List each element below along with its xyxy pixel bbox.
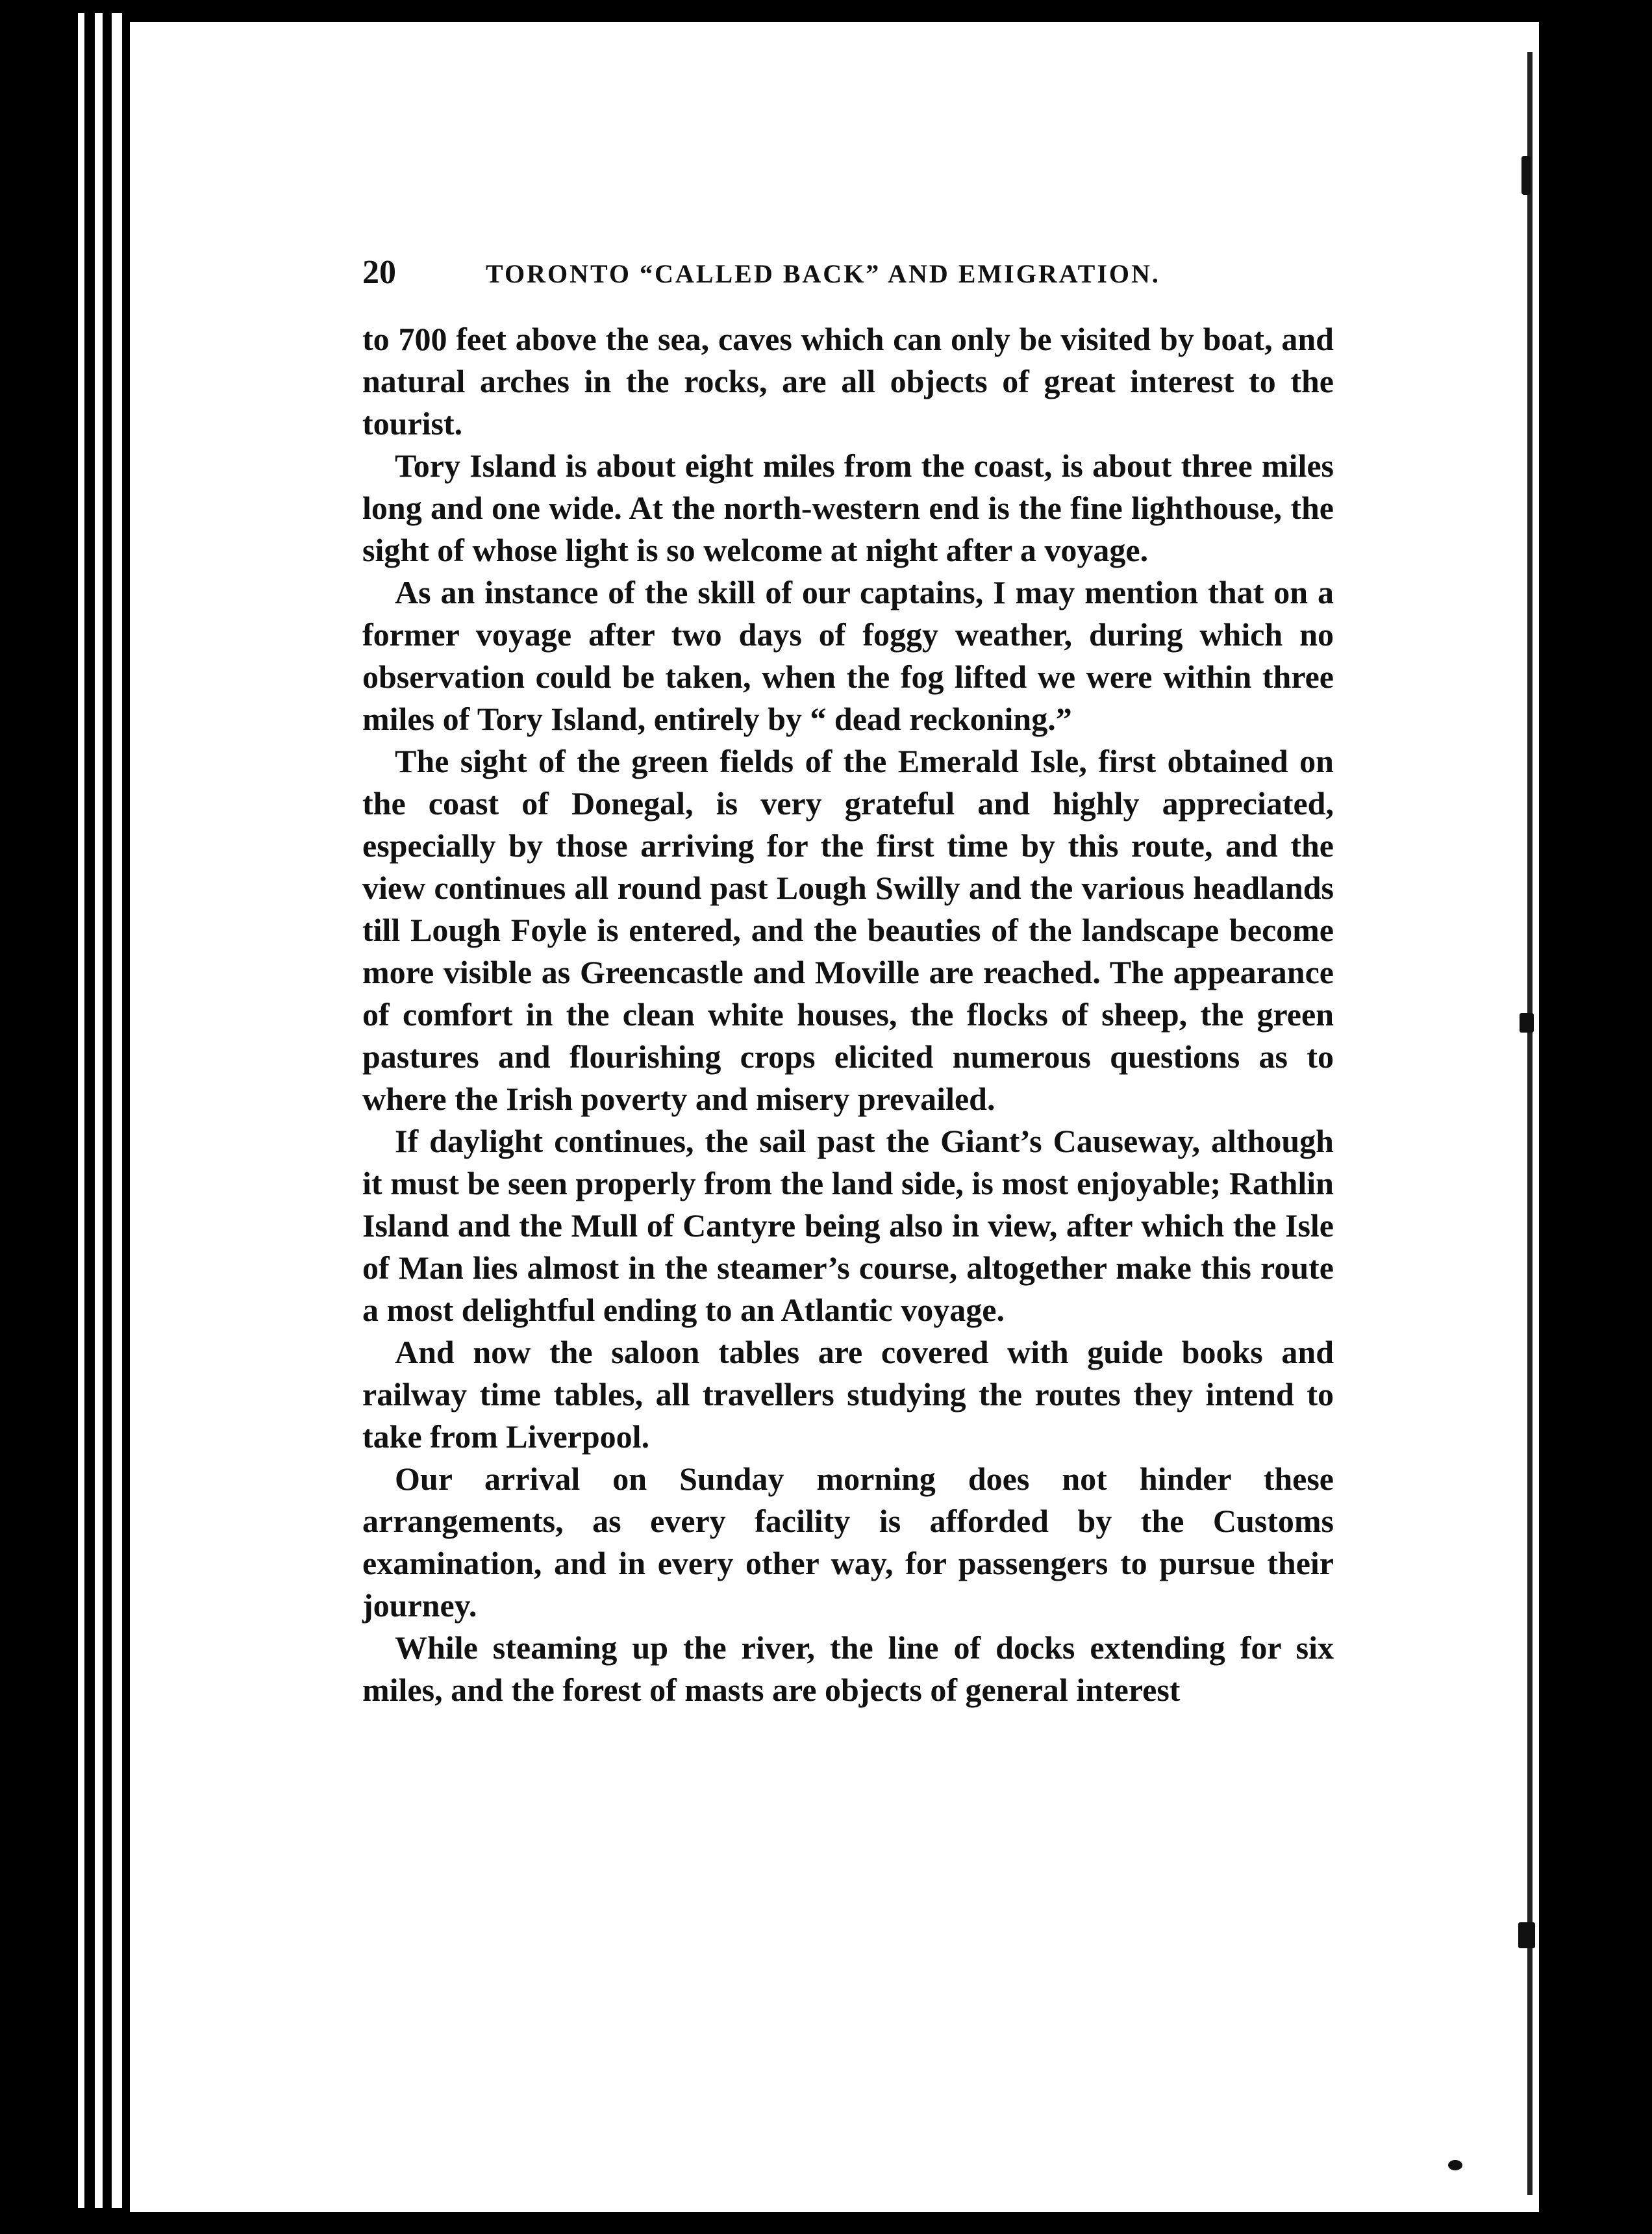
- book-edge-strip: [78, 13, 84, 2208]
- scan-edge-rule: [1527, 52, 1533, 2195]
- scan-mark: [1518, 1922, 1535, 1948]
- paragraph: And now the saloon tables are covered with guide books and railway time tables, all travellers studying the routes they intend to take from Liverpool.: [362, 1334, 1334, 1455]
- scan-mark: [1521, 156, 1531, 195]
- paragraph: Tory Island is about eight miles from the coast, is about three miles long and one wide. At the north-western end is the fine lighthouse, the sight of whose light is so welcome at night after a voyage.: [362, 447, 1334, 568]
- paragraph: Our arrival on Sunday morning does not hinder these arrangements, as every facility is afforded by the Customs examination, and in every other way, for passengers to pursue their journey.: [362, 1461, 1334, 1624]
- body-text: [362, 318, 1334, 1916]
- paragraph: While steaming up the river, the line of docks extending for six miles, and the forest of masts are objects of general interest: [362, 1629, 1334, 1708]
- scan-mark: [1448, 2160, 1462, 2170]
- book-edge-strip: [112, 13, 122, 2208]
- paragraph: As an instance of the skill of our captains, I may mention that on a former voyage after two days of foggy weather, during which no observation could be taken, when the fog lifted we were within three miles of Tory Island, entirely by “ dead reckoning.”: [362, 574, 1334, 737]
- paragraph: to 700 feet above the sea, caves which can only be visited by boat, and natural arches in the rocks, are all objects of great interest to the tourist.: [362, 321, 1334, 442]
- book-edge-strip: [95, 13, 103, 2208]
- page-header: [362, 253, 1207, 292]
- running-head: TORONTO “CALLED BACK” AND EMIGRATION.: [486, 259, 1160, 288]
- paragraph: The sight of the green fields of the Emerald Isle, first obtained on the coast of Donegal, is very grateful and highly appreciated, especially by those arriving for the first time by this route, and the view continues all round past Lough Swilly and the various headlands till Lough Foyle is entered, and the beauties of the landscape become more visible as Greencastle and Moville are reached. The appearance of comfort in the clean white houses, the flocks of sheep, the green pastures and flourishing crops elicited numerous questions as to where the Irish poverty and misery prevailed.: [362, 743, 1334, 1117]
- scan-mark: [1520, 1013, 1534, 1033]
- page-number: 20: [362, 254, 396, 291]
- paragraph: If daylight continues, the sail past the Giant’s Causeway, although it must be seen properly from the land side, is most enjoyable; Rathlin Island and the Mull of Cantyre being also in view, after which the Isle of Man lies almost in the steamer’s course, altogether make this route a most delightful ending to an Atlantic voyage.: [362, 1123, 1334, 1328]
